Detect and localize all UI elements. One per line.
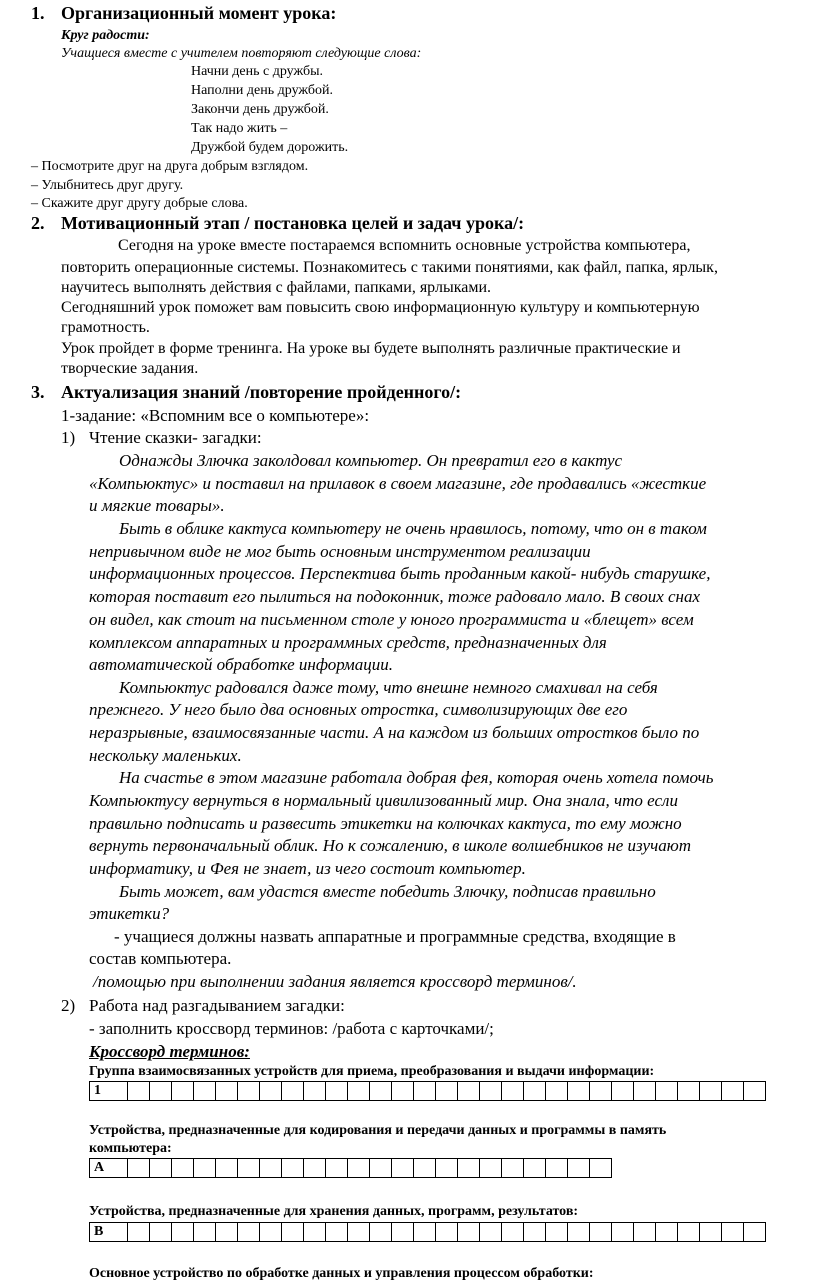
- grid-cell[interactable]: [568, 1159, 590, 1178]
- grid-cell[interactable]: [634, 1223, 656, 1242]
- paragraph-line: Сегодняшний урок поможет вам повысить свою информационную культуру и компьютерную: [61, 299, 700, 316]
- poem-line: Начни день с дружбы.: [191, 64, 323, 79]
- grid-cell[interactable]: [502, 1082, 524, 1101]
- grid-cell[interactable]: [238, 1082, 260, 1101]
- story-line: комплексом аппаратных и программных средств, предназначенных для: [89, 633, 607, 652]
- clue-4: Основное устройство по обработке данных и управления процессом обработки:: [89, 1266, 594, 1281]
- list-item-1: 1) Чтение сказки- загадки:: [61, 428, 262, 447]
- grid-cell[interactable]: [370, 1223, 392, 1242]
- grid-cell[interactable]: [194, 1159, 216, 1178]
- grid-cell[interactable]: [458, 1223, 480, 1242]
- grid-cell[interactable]: [348, 1223, 370, 1242]
- story-line: Компьюктус радовался даже тому, что внешне немного смахивал на себя: [119, 678, 658, 697]
- grid-cell[interactable]: [326, 1159, 348, 1178]
- grid-cell[interactable]: [216, 1223, 238, 1242]
- grid-cell[interactable]: [590, 1159, 612, 1178]
- poem-line: Наполни день дружбой.: [191, 83, 333, 98]
- grid-cell[interactable]: [194, 1082, 216, 1101]
- grid-cell[interactable]: [414, 1159, 436, 1178]
- story-line: этикетки?: [89, 904, 170, 923]
- story-line: На счастье в этом магазине работала добрая фея, которая очень хотела помочь: [119, 768, 714, 787]
- grid-cell[interactable]: [480, 1159, 502, 1178]
- grid-cell[interactable]: [392, 1159, 414, 1178]
- grid-cell-label: В: [90, 1223, 128, 1242]
- poem-line: Закончи день дружбой.: [191, 102, 329, 117]
- grid-cell[interactable]: [326, 1223, 348, 1242]
- clue-3: Устройства, предназначенные для хранения данных, программ, результатов:: [89, 1204, 579, 1219]
- crossword-grid-2: [89, 1158, 612, 1178]
- grid-cell[interactable]: [480, 1082, 502, 1101]
- grid-cell[interactable]: [150, 1082, 172, 1101]
- grid-cell[interactable]: [612, 1223, 634, 1242]
- story-line: неразрывные, взаимосвязанные части. А на каждом из больших отростков было по: [89, 723, 700, 742]
- grid-cell[interactable]: [260, 1223, 282, 1242]
- grid-cell[interactable]: [656, 1223, 678, 1242]
- story-line: прежнего. У него было два основных отростка, символизирующих две его: [89, 700, 628, 719]
- paragraph-line: научитесь выполнять действия с файлами, папками, ярлыками.: [61, 279, 492, 296]
- grid-cell[interactable]: [194, 1223, 216, 1242]
- story-line: Быть в облике кактуса компьютеру не очень нравилось, потому, что он в таком: [119, 519, 707, 538]
- grid-cell[interactable]: [700, 1223, 722, 1242]
- story-line: он видел, как стоит на письменном столе у юного программиста и «блещет» всем: [89, 610, 694, 629]
- grid-cell[interactable]: [370, 1082, 392, 1101]
- grid-cell[interactable]: [678, 1082, 700, 1101]
- story-line: непривычном виде не мог быть основным инструментом реализации: [89, 542, 591, 561]
- grid-cell[interactable]: [480, 1223, 502, 1242]
- answer-line: - учащиеся должны назвать аппаратные и программные средства, входящие в: [114, 927, 676, 946]
- grid-cell[interactable]: [436, 1159, 458, 1178]
- grid-cell[interactable]: [722, 1082, 744, 1101]
- story-line: «Компьюктус» и поставил на прилавок в своем магазине, где продавались «жесткие: [89, 474, 707, 493]
- grid-cell-label: 1: [90, 1082, 128, 1101]
- grid-cell[interactable]: [216, 1159, 238, 1178]
- section-3-heading: 3. Актуализация знаний /повторение пройденного/:: [31, 382, 462, 402]
- answer-line: состав компьютера.: [89, 949, 232, 968]
- grid-cell[interactable]: [436, 1223, 458, 1242]
- grid-cell[interactable]: [458, 1159, 480, 1178]
- list-item-2: 2) Работа над разгадыванием загадки:: [61, 996, 345, 1015]
- crossword-title: Кроссворд терминов:: [89, 1042, 250, 1061]
- paragraph-line: творческие задания.: [61, 360, 199, 377]
- grid-cell[interactable]: [348, 1159, 370, 1178]
- story-line: нескольку маленьких.: [89, 746, 242, 765]
- story-line: Быть может, вам удастся вместе победить Злючку, подписав правильно: [119, 882, 656, 901]
- grid-cell[interactable]: [568, 1082, 590, 1101]
- list-item-2-sub: - заполнить кроссворд терминов: /работа с карточками/;: [89, 1019, 494, 1038]
- grid-cell[interactable]: [656, 1082, 678, 1101]
- grid-cell[interactable]: [150, 1223, 172, 1242]
- poem-line: Так надо жить –: [191, 121, 288, 136]
- grid-cell[interactable]: [414, 1223, 436, 1242]
- grid-cell[interactable]: [502, 1159, 524, 1178]
- grid-cell[interactable]: [304, 1223, 326, 1242]
- grid-cell[interactable]: [128, 1082, 150, 1101]
- section-2-heading: 2. Мотивационный этап / постановка целей и задач урока/:: [31, 213, 525, 233]
- hint-note: /помощью при выполнении задания является кроссворд терминов/.: [93, 972, 577, 991]
- grid-cell[interactable]: [678, 1223, 700, 1242]
- grid-cell[interactable]: [282, 1223, 304, 1242]
- story-line: информатику, и Фея не знает, из чего состоит компьютер.: [89, 859, 526, 878]
- story-line: информационных процессов. Перспектива быть проданным какой- нибудь старушке,: [89, 564, 711, 583]
- grid-cell[interactable]: [700, 1082, 722, 1101]
- paragraph-line: Урок пройдет в форме тренинга. На уроке вы будете выполнять различные практические и: [61, 340, 681, 357]
- grid-cell[interactable]: [260, 1082, 282, 1101]
- grid-cell[interactable]: [392, 1082, 414, 1101]
- story-line: автоматической обработке информации.: [89, 655, 393, 674]
- grid-cell[interactable]: [436, 1082, 458, 1101]
- circle-of-joy-subtitle: Круг радости:: [61, 28, 150, 43]
- grid-cell[interactable]: [744, 1082, 766, 1101]
- grid-cell[interactable]: [370, 1159, 392, 1178]
- grid-cell[interactable]: [502, 1223, 524, 1242]
- grid-cell[interactable]: [238, 1159, 260, 1178]
- grid-cell[interactable]: [524, 1223, 546, 1242]
- clue-1: Группа взаимосвязанных устройств для приема, преобразования и выдачи информации:: [89, 1064, 655, 1079]
- clue-2-cont: компьютера:: [89, 1141, 172, 1156]
- grid-cell[interactable]: [414, 1082, 436, 1101]
- grid-cell[interactable]: [282, 1082, 304, 1101]
- grid-cell[interactable]: [546, 1082, 568, 1101]
- grid-cell[interactable]: [722, 1223, 744, 1242]
- poem-intro: Учащиеся вместе с учителем повторяют следующие слова:: [61, 46, 422, 61]
- grid-cell[interactable]: [612, 1082, 634, 1101]
- grid-cell[interactable]: [524, 1082, 546, 1101]
- story-line: правильно подписать и развесить этикетки на колючках кактуса, то ему можно: [89, 814, 682, 833]
- grid-cell[interactable]: [568, 1223, 590, 1242]
- grid-cell[interactable]: [634, 1082, 656, 1101]
- section-1-heading: 1. Организационный момент урока:: [31, 3, 337, 23]
- grid-cell[interactable]: [326, 1082, 348, 1101]
- grid-cell[interactable]: [282, 1159, 304, 1178]
- grid-cell[interactable]: [172, 1082, 194, 1101]
- grid-cell[interactable]: [260, 1159, 282, 1178]
- grid-cell[interactable]: [150, 1159, 172, 1178]
- story-line: и мягкие товары».: [89, 496, 225, 515]
- grid-cell[interactable]: [590, 1082, 612, 1101]
- story-line: вернуть первоначальный облик. Но к сожалению, в школе волшебников не изучают: [89, 836, 691, 855]
- grid-cell[interactable]: [458, 1082, 480, 1101]
- grid-cell[interactable]: [304, 1082, 326, 1101]
- story-line: которая поставит его пылиться на подоконник, тоже радовало мало. В своих снах: [89, 587, 701, 606]
- grid-cell[interactable]: [590, 1223, 612, 1242]
- grid-cell[interactable]: [524, 1159, 546, 1178]
- grid-cell[interactable]: [172, 1159, 194, 1178]
- poem-line: Дружбой будем дорожить.: [191, 140, 349, 155]
- grid-cell[interactable]: [128, 1223, 150, 1242]
- paragraph-line: грамотность.: [61, 319, 150, 336]
- grid-cell[interactable]: [348, 1082, 370, 1101]
- crossword-grid-1: [89, 1081, 766, 1101]
- grid-cell[interactable]: [172, 1223, 194, 1242]
- grid-cell[interactable]: [744, 1223, 766, 1242]
- grid-cell[interactable]: [546, 1223, 568, 1242]
- story-line: Однажды Злючка заколдовал компьютер. Он превратил его в кактус: [119, 451, 623, 470]
- paragraph-line: Сегодня на уроке вместе постараемся вспомнить основные устройства компьютера,: [118, 237, 691, 254]
- grid-cell[interactable]: [238, 1223, 260, 1242]
- instruction-line: – Посмотрите друг на друга добрым взглядом.: [31, 159, 309, 174]
- paragraph-line: повторить операционные системы. Познакомитесь с такими понятиями, как файл, папка, ярлык,: [61, 259, 718, 276]
- crossword-grid-3: [89, 1222, 766, 1242]
- grid-cell-label: А: [90, 1159, 128, 1178]
- instruction-line: – Улыбнитесь друг другу.: [31, 178, 184, 193]
- clue-2: Устройства, предназначенные для кодирования и передачи данных и программы в память: [89, 1123, 667, 1138]
- grid-cell[interactable]: [546, 1159, 568, 1178]
- grid-cell[interactable]: [128, 1159, 150, 1178]
- grid-cell[interactable]: [216, 1082, 238, 1101]
- instruction-line: – Скажите друг другу добрые слова.: [31, 196, 248, 211]
- grid-cell[interactable]: [392, 1223, 414, 1242]
- story-line: Компьюктусу вернуться в нормальный цивилизованный мир. Она знала, что если: [89, 791, 678, 810]
- grid-cell[interactable]: [304, 1159, 326, 1178]
- task-1-title: 1-задание: «Вспомним все о компьютере»:: [61, 406, 370, 425]
